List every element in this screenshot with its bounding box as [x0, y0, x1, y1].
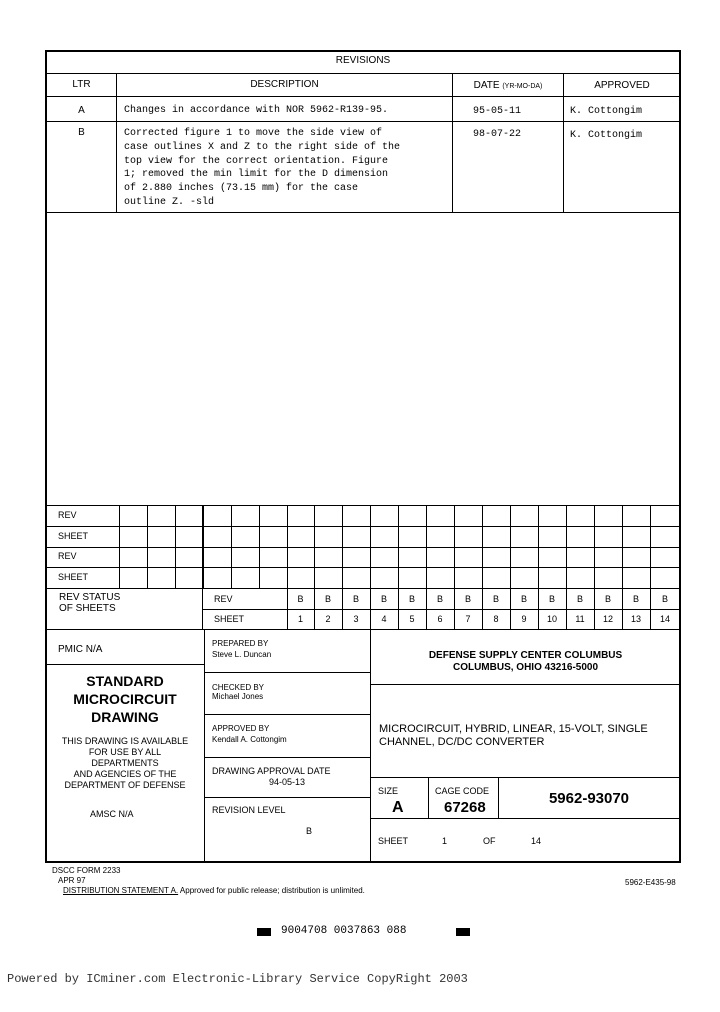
- rev-status-upper-grid: [46, 505, 680, 589]
- sheet-number-5: 5: [409, 614, 415, 624]
- revisions-title: REVISIONS: [335, 55, 391, 66]
- rev-value-7: B: [464, 594, 471, 604]
- rev-row-a-ltr: A: [78, 105, 85, 116]
- prepared-by-label: PREPARED BY: [212, 639, 269, 648]
- rev-value-3: B: [352, 594, 359, 604]
- rev-row-b-approved: K. Cottongim: [570, 130, 643, 141]
- sheet-number-10: 10: [546, 614, 557, 624]
- sheet-number-14: 14: [659, 614, 670, 624]
- of-label: OF: [483, 836, 496, 846]
- rev-value-1: B: [297, 594, 304, 604]
- pmic-label: PMIC N/A: [58, 644, 103, 655]
- rev-row-a-description: Changes in accordance with NOR 5962-R139-95.: [124, 105, 389, 116]
- barcode-bar-left: [257, 928, 271, 936]
- form-number: DSCC FORM 2233: [52, 866, 121, 875]
- prepared-by: Steve L. Duncan: [212, 650, 272, 659]
- rev-value-2: B: [324, 594, 331, 604]
- rev-value-4: B: [380, 594, 387, 604]
- cage-label: CAGE CODE: [435, 786, 490, 796]
- barcode-bar-right: [456, 928, 470, 936]
- sheet-number-8: 8: [493, 614, 499, 624]
- size-label: SIZE: [378, 786, 399, 796]
- approved-by-label: APPROVED BY: [212, 724, 270, 733]
- sheet-number-6: 6: [437, 614, 443, 624]
- barcode-text: 9004708 0037863 088: [281, 925, 407, 937]
- approval-date-label: DRAWING APPROVAL DATE: [212, 766, 331, 776]
- rev-value-12: B: [604, 594, 611, 604]
- rev-row-b-description: Corrected figure 1 to move the side view of case outlines X and Z to the right side of the top view for the correct orientation. Figure 1; removed the min limit for the D dimension of 2.880 inches (73.15 mm) for the case outline Z. -sld: [124, 128, 401, 208]
- header-date: DATE (YR-MO-DA): [473, 80, 543, 91]
- distribution-statement: DISTRIBUTION STATEMENT A. Approved for public release; distribution is unlimited.: [63, 886, 365, 895]
- approved-by: Kendall A. Cottongim: [212, 735, 287, 744]
- rev-row-b-ltr: B: [78, 127, 85, 138]
- drawing-title: MICROCIRCUIT, HYBRID, LINEAR, 15-VOLT, SINGLE CHANNEL, DC/DC CONVERTER: [379, 723, 648, 748]
- rev-value-8: B: [492, 594, 499, 604]
- header-description: DESCRIPTION: [250, 79, 319, 90]
- revision-level: B: [306, 826, 313, 836]
- sheet-number-2: 2: [325, 614, 331, 624]
- drawing-number: 5962-93070: [548, 790, 630, 807]
- rev-status-rev-label: REV: [214, 594, 233, 604]
- standard-title: STANDARD MICROCIRCUIT DRAWING: [73, 673, 177, 725]
- rev-value-10: B: [548, 594, 555, 604]
- upper-rev-label-1: REV: [58, 510, 77, 520]
- powered-by: Powered by ICminer.com Electronic-Library Service CopyRight 2003: [7, 972, 468, 986]
- checked-by-label: CHECKED BY: [212, 683, 265, 692]
- approval-date: 94-05-13: [269, 777, 306, 787]
- upper-rev-label-2: REV: [58, 551, 77, 561]
- rev-value-11: B: [576, 594, 583, 604]
- of-value: 14: [531, 836, 542, 846]
- sheet-label: SHEET: [378, 836, 409, 846]
- header-ltr: LTR: [72, 79, 91, 90]
- amsc-label: AMSC N/A: [90, 809, 134, 819]
- rev-value-6: B: [436, 594, 443, 604]
- doc-code: 5962-E435-98: [625, 878, 676, 887]
- cage-value: 67268: [444, 799, 486, 816]
- rev-value-14: B: [661, 594, 668, 604]
- sheet-number-11: 11: [575, 614, 585, 624]
- sheet-number-4: 4: [381, 614, 387, 624]
- form-date: APR 97: [58, 876, 86, 885]
- rev-row-b-date: 98-07-22: [473, 129, 522, 140]
- sheet-number-7: 7: [465, 614, 471, 624]
- agency-name: DEFENSE SUPPLY CENTER COLUMBUS COLUMBUS, OHIO 43216-5000: [428, 650, 623, 673]
- rev-row-a-approved: K. Cottongim: [570, 106, 643, 117]
- rev-status-label: REV STATUS OF SHEETS: [59, 592, 121, 614]
- sheet-number-1: 1: [297, 614, 303, 624]
- rev-row-a-date: 95-05-11: [473, 106, 522, 117]
- sheet-value: 1: [442, 836, 448, 846]
- upper-sheet-label-2: SHEET: [58, 572, 89, 582]
- checked-by: Michael Jones: [212, 692, 264, 701]
- upper-sheet-label-1: SHEET: [58, 531, 89, 541]
- rev-value-9: B: [520, 594, 527, 604]
- availability-note: THIS DRAWING IS AVAILABLE FOR USE BY ALL DEPARTMENTS AND AGENCIES OF THE DEPARTMENT OF DEFENSE: [61, 736, 189, 790]
- sheet-number-13: 13: [630, 614, 641, 624]
- rev-status-sheet-label: SHEET: [214, 614, 245, 624]
- rev-value-13: B: [632, 594, 639, 604]
- size-value: A: [392, 799, 404, 816]
- revision-level-label: REVISION LEVEL: [212, 805, 286, 815]
- header-approved: APPROVED: [594, 80, 650, 91]
- rev-value-5: B: [408, 594, 415, 604]
- sheet-number-9: 9: [521, 614, 527, 624]
- sheet-number-12: 12: [602, 614, 613, 624]
- sheet-number-3: 3: [353, 614, 359, 624]
